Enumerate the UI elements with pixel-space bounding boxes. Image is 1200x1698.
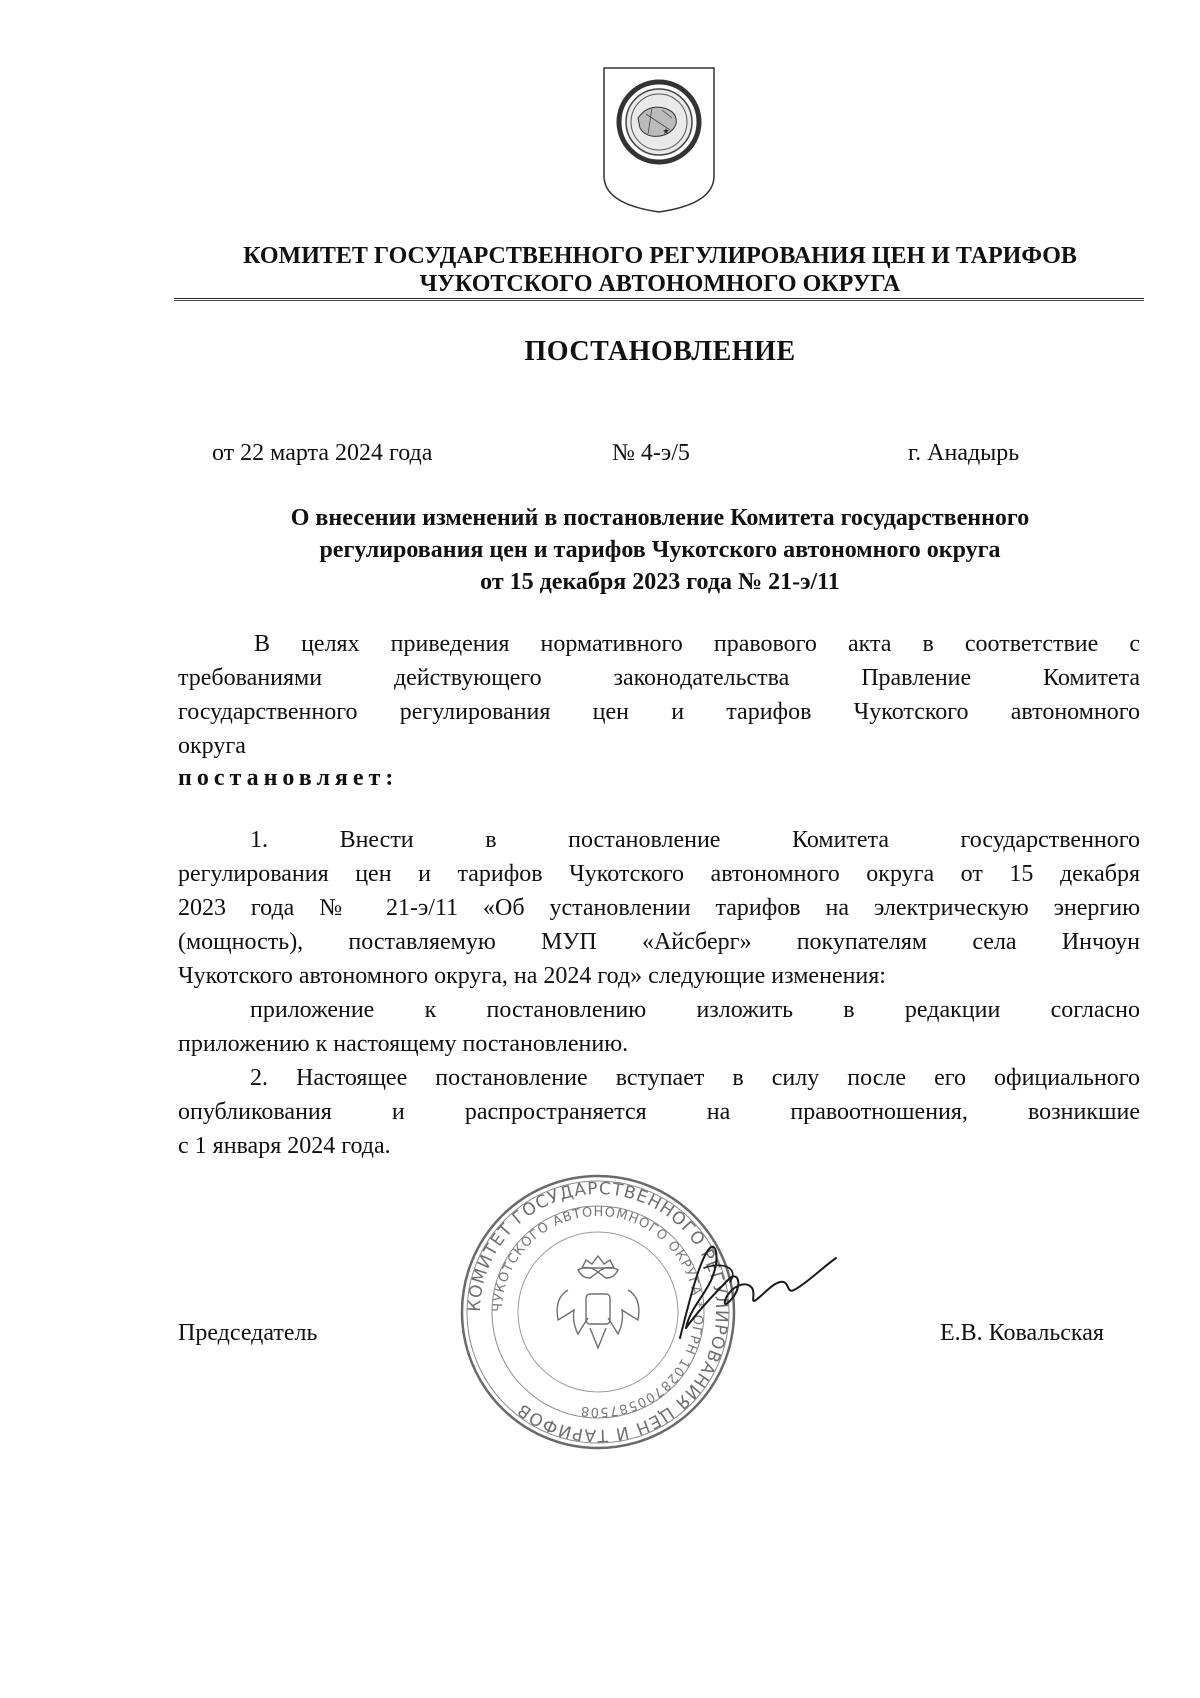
item-line: с 1 января 2024 года.: [178, 1133, 391, 1159]
stamp-inner-text: ЧУКОТСКОГО АВТОНОМНОГО ОКРУГА * ОГРН 1028700587508: [490, 1204, 706, 1420]
handwritten-signature: [660, 1238, 850, 1368]
item-line: 1. Внести в постановление Комитета государственного: [250, 827, 1140, 853]
preamble-line: требованиями действующего законодательства Правление Комитета: [178, 665, 1140, 691]
item-line: Чукотского автономного округа, на 2024 год» следующие изменения:: [178, 963, 886, 989]
subject-line: от 15 декабря 2023 года № 21-э/11: [480, 569, 840, 595]
item-line: опубликования и распространяется на правоотношения, возникшие: [178, 1099, 1140, 1125]
signatory-name: Е.В. Ковальская: [940, 1320, 1104, 1346]
preamble-line: государственного регулирования цен и тарифов Чукотского автономного: [178, 699, 1140, 725]
resolves-keyword: постановляет:: [178, 765, 399, 791]
stamp-outer-text: КОМИТЕТ ГОСУДАРСТВЕННОГО РЕГУЛИРОВАНИЯ ЦЕН И ТАРИФОВ: [464, 1178, 732, 1446]
preamble-line: В целях приведения нормативного правового акта в соответствие с: [254, 631, 1140, 657]
chukotka-coat-of-arms-icon: [600, 64, 718, 214]
item-line: регулирования цен и тарифов Чукотского автономного округа от 15 декабря: [178, 861, 1140, 887]
document-type: ПОСТАНОВЛЕНИЕ: [524, 336, 796, 367]
document-number: № 4-э/5: [612, 440, 690, 466]
org-name-line-2: ЧУКОТСКОГО АВТОНОМНОГО ОКРУГА: [419, 271, 901, 297]
document-city: г. Анадырь: [908, 440, 1020, 466]
org-name-line-1: КОМИТЕТ ГОСУДАРСТВЕННОГО РЕГУЛИРОВАНИЯ ЦЕН И ТАРИФОВ: [243, 243, 1077, 269]
item-line: (мощность), поставляемую МУП «Айсберг» покупателям села Инчоун: [178, 929, 1140, 955]
document-subject: [180, 502, 1140, 598]
item-line: приложению к настоящему постановлению.: [178, 1031, 629, 1057]
subject-line: О внесении изменений в постановление Комитета государственного: [290, 505, 1030, 531]
preamble-line: округа: [178, 733, 246, 759]
item-line: приложение к постановлению изложить в редакции согласно: [250, 997, 1140, 1023]
signatory-title: Председатель: [178, 1320, 318, 1346]
subject-line: регулирования цен и тарифов Чукотского автономного округа: [319, 537, 1001, 563]
item-line: 2023 года № 21-э/11 «Об установлении тарифов на электрическую энергию: [178, 895, 1140, 921]
item-line: 2. Настоящее постановление вступает в силу после его официального: [250, 1065, 1140, 1091]
russian-eagle-icon: [557, 1256, 639, 1348]
header-divider: [174, 298, 1144, 301]
document-date: от 22 марта 2024 года: [212, 440, 433, 466]
